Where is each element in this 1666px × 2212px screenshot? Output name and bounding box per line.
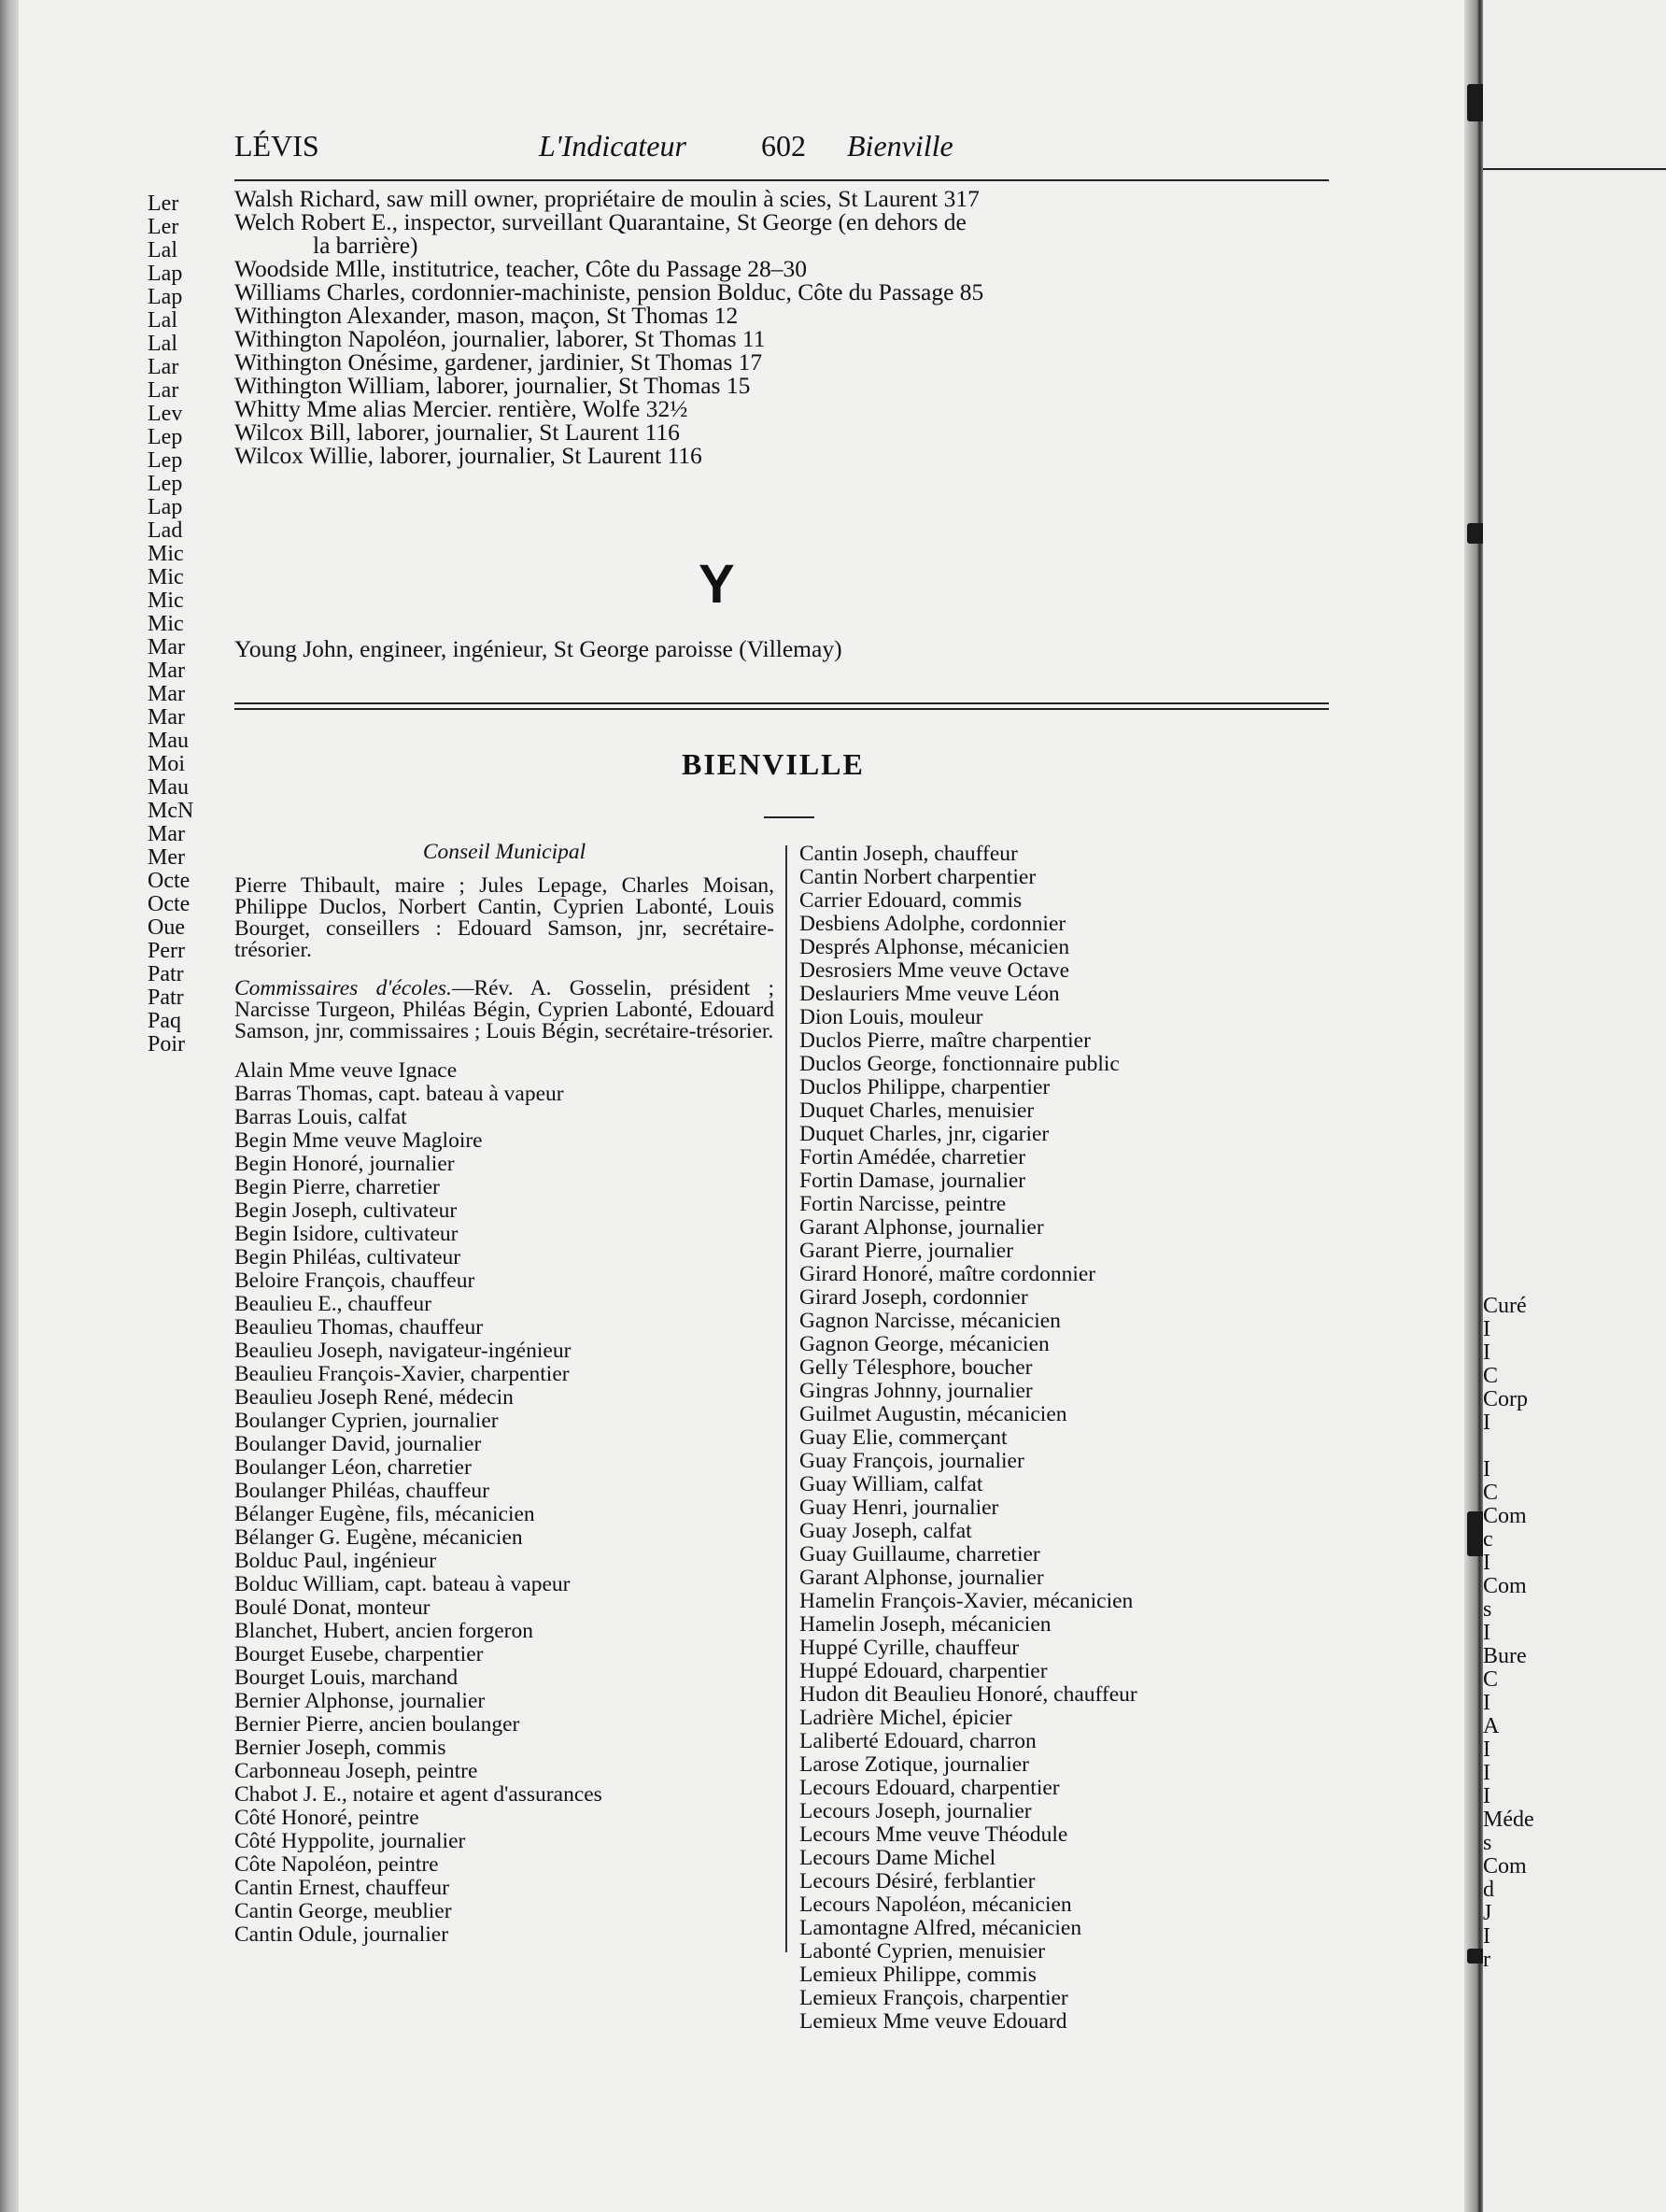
resident-entry: Cantin George, meublier	[234, 1899, 452, 1923]
resident-entry: Guay Joseph, calfat	[799, 1519, 972, 1543]
cut-off-fragment: Octe	[148, 892, 191, 916]
page-number: 602	[761, 129, 806, 163]
resident-entry: Fortin Damase, journalier	[799, 1169, 1026, 1193]
cut-off-fragment: I	[1483, 1691, 1490, 1715]
cut-off-fragment: Mar	[148, 635, 185, 659]
resident-entry: Guilmet Augustin, mécanicien	[799, 1402, 1067, 1426]
school-commission-text: —Rév. A. Gosselin, président ; Narcisse Turgeon, Philéas Bégin, Cyprien Labonté, Edouard Samson, jnr, commissaires ; Louis Bégin, secrétaire-trésorier.	[234, 976, 774, 1043]
directory-entry: Withington Napoléon, journalier, laborer, St Thomas 11	[234, 325, 766, 352]
directory-entry: Williams Charles, cordonnier-machiniste, pension Bolduc, Côte du Passage 85	[234, 278, 984, 305]
resident-entry: Huppé Edouard, charpentier	[799, 1659, 1048, 1683]
resident-entry: Begin Mme veuve Magloire	[234, 1128, 483, 1153]
resident-entry: Cantin Ernest, chauffeur	[234, 1876, 449, 1900]
resident-entry: Lecours Désiré, ferblantier	[799, 1869, 1036, 1893]
resident-entry: Garant Alphonse, journalier	[799, 1215, 1044, 1240]
cut-off-fragment: I	[1483, 1784, 1490, 1808]
resident-entry: Guay Elie, commerçant	[799, 1425, 1008, 1450]
resident-entry: Ladrière Michel, épicier	[799, 1706, 1012, 1730]
resident-entry: Guay François, journalier	[799, 1449, 1024, 1473]
resident-entry: Blanchet, Hubert, ancien forgeron	[234, 1619, 533, 1643]
resident-entry: Fortin Amédée, charretier	[799, 1145, 1026, 1170]
resident-entry: Guay William, calfat	[799, 1472, 983, 1496]
resident-entry: Alain Mme veuve Ignace	[234, 1058, 458, 1083]
cut-off-fragment: Mau	[148, 775, 189, 800]
resident-entry: Duclos Pierre, maître charpentier	[799, 1028, 1091, 1053]
resident-entry: Côté Hyppolite, journalier	[234, 1829, 466, 1853]
school-commission-paragraph	[234, 978, 774, 1042]
cut-off-fragment: I	[1483, 1551, 1490, 1575]
cut-off-fragment: Lap	[148, 495, 183, 519]
resident-entry: Duquet Charles, menuisier	[799, 1099, 1035, 1123]
cut-off-fragment: J	[1483, 1901, 1492, 1925]
resident-entry: Bernier Joseph, commis	[234, 1736, 446, 1760]
resident-entry: Boulanger Philéas, chauffeur	[234, 1479, 489, 1503]
young-entry: Young John, engineer, ingénieur, St George paroisse (Villemay)	[234, 635, 842, 662]
resident-entry: Bourget Eusebe, charpentier	[234, 1642, 484, 1666]
cut-off-fragment: C	[1483, 1667, 1499, 1692]
cut-off-fragment: Corp	[1483, 1387, 1528, 1411]
cut-off-fragment: C	[1483, 1364, 1499, 1388]
resident-entry: Lecours Joseph, journalier	[799, 1799, 1032, 1823]
cut-off-fragment: c	[1483, 1527, 1493, 1552]
cut-off-fragment: I	[1483, 1340, 1490, 1365]
cut-off-fragment: Lap	[148, 262, 183, 286]
resident-entry: Lemieux Mme veuve Edouard	[799, 2009, 1067, 2034]
cut-off-fragment: Poir	[148, 1032, 186, 1056]
resident-entry: Duclos Philippe, charpentier	[799, 1075, 1051, 1099]
cut-off-fragment: Com	[1483, 1504, 1527, 1528]
resident-entry: Lecours Napoléon, mécanicien	[799, 1893, 1072, 1917]
cut-off-fragment: I	[1483, 1924, 1490, 1949]
cut-off-fragment: Ler	[148, 215, 179, 239]
cut-off-fragment: s	[1483, 1597, 1492, 1622]
directory-entry: Withington William, laborer, journalier, St Thomas 15	[234, 372, 751, 399]
cut-off-fragment: Octe	[148, 869, 191, 893]
resident-entry: Beaulieu Thomas, chauffeur	[234, 1315, 484, 1340]
resident-entry: Côté Honoré, peintre	[234, 1806, 419, 1830]
resident-entry: Larose Zotique, journalier	[799, 1752, 1030, 1777]
directory-entry: Withington Alexander, mason, maçon, St Thomas 12	[234, 302, 739, 329]
resident-entry: Barras Louis, calfat	[234, 1105, 407, 1129]
cut-off-fragment: I	[1483, 1621, 1490, 1645]
resident-entry: Bernier Alphonse, journalier	[234, 1689, 486, 1713]
cut-off-fragment: Lep	[148, 448, 183, 473]
resident-entry: Beloire François, chauffeur	[234, 1269, 475, 1293]
resident-entry: Barras Thomas, capt. bateau à vapeur	[234, 1082, 564, 1106]
resident-entry: Beaulieu E., chauffeur	[234, 1292, 431, 1316]
cut-off-fragment: A	[1483, 1714, 1500, 1738]
directory-entry: la barrière)	[313, 232, 418, 259]
resident-entry: Girard Honoré, maître cordonnier	[799, 1262, 1096, 1286]
cut-off-fragment: I	[1483, 1737, 1490, 1762]
cut-off-fragment: I	[1483, 1317, 1490, 1341]
resident-entry: Beaulieu Joseph René, médecin	[234, 1385, 514, 1410]
cut-off-fragment: I	[1483, 1761, 1490, 1785]
cut-off-fragment: Lap	[148, 285, 183, 309]
section-title: BIENVILLE	[682, 747, 865, 781]
directory-entry: Woodside Mlle, institutrice, teacher, Côte du Passage 28–30	[234, 255, 808, 282]
cut-off-fragment: Méde	[1483, 1808, 1534, 1832]
cut-off-fragment: Lal	[148, 308, 177, 333]
resident-entry: Huppé Cyrille, chauffeur	[799, 1636, 1020, 1660]
header-title: L'Indicateur	[539, 129, 686, 163]
directory-entry: Whitty Mme alias Mercier. rentière, Wolfe 32½	[234, 395, 688, 422]
resident-entry: Beaulieu François-Xavier, charpentier	[234, 1362, 570, 1386]
cut-off-fragment: Mau	[148, 729, 189, 753]
resident-entry: Hamelin Joseph, mécanicien	[799, 1612, 1052, 1637]
directory-entry: Wilcox Willie, laborer, journalier, St Laurent 116	[234, 442, 702, 469]
directory-entry: Withington Onésime, gardener, jardinier, St Thomas 17	[234, 348, 763, 376]
resident-entry: Gagnon George, mécanicien	[799, 1332, 1050, 1356]
resident-entry: Guay Henri, journalier	[799, 1496, 999, 1520]
resident-entry: Bélanger Eugène, fils, mécanicien	[234, 1502, 535, 1526]
resident-entry: Gingras Johnny, journalier	[799, 1379, 1033, 1403]
resident-entry: Cantin Odule, journalier	[234, 1922, 449, 1947]
cut-off-fragment: Com	[1483, 1574, 1527, 1598]
header-section: Bienville	[847, 129, 953, 163]
resident-entry: Lecours Edouard, charpentier	[799, 1776, 1060, 1800]
w-entries-list	[234, 187, 1329, 467]
resident-entry: Côte Napoléon, peintre	[234, 1852, 439, 1877]
resident-entry: Bourget Louis, marchand	[234, 1666, 459, 1690]
header-rule	[234, 179, 1329, 181]
resident-entry: Lamontagne Alfred, mécanicien	[799, 1916, 1082, 1940]
cut-off-fragment: Patr	[148, 962, 184, 986]
resident-entry: Lemieux Philippe, commis	[799, 1963, 1037, 1987]
cut-off-fragment: Mar	[148, 705, 185, 730]
resident-entry: Begin Honoré, journalier	[234, 1152, 455, 1176]
cut-off-fragment: Mar	[148, 659, 185, 683]
resident-entry: Lecours Dame Michel	[799, 1846, 996, 1870]
cut-off-fragment: I	[1483, 1411, 1490, 1435]
resident-entry: Gagnon Narcisse, mécanicien	[799, 1309, 1061, 1333]
council-paragraph: Pierre Thibault, maire ; Jules Lepage, Charles Moisan, Philippe Duclos, Norbert Cantin, Cyprien Labonté, Louis Bourget, conseillers : Edouard Samson, jnr, secrétaire-trésorier.	[234, 873, 774, 962]
cut-off-fragment: Oue	[148, 915, 185, 940]
resident-entry: Garant Pierre, journalier	[799, 1239, 1014, 1263]
resident-entry: Boulanger Léon, charretier	[234, 1455, 472, 1480]
cut-off-fragment: Lad	[148, 518, 183, 543]
cut-off-fragment: Perr	[148, 939, 185, 963]
resident-entry: Desrosiers Mme veuve Octave	[799, 958, 1070, 983]
left-column	[234, 841, 774, 1947]
cut-off-fragment: Ler	[148, 191, 179, 216]
directory-entry: Welch Robert E., inspector, surveillant Quarantaine, St George (en dehors de	[234, 208, 967, 235]
resident-entry: Duquet Charles, jnr, cigarier	[799, 1122, 1050, 1146]
resident-entry: Cantin Norbert charpentier	[799, 865, 1037, 889]
cut-off-fragment: Mar	[148, 822, 185, 846]
cut-off-fragment: Com	[1483, 1854, 1527, 1879]
resident-entry: Gelly Télesphore, boucher	[799, 1355, 1033, 1380]
resident-entry: Duclos George, fonctionnaire public	[799, 1052, 1120, 1076]
cut-off-fragment: Lep	[148, 472, 183, 496]
resident-entry: Begin Isidore, cultivateur	[234, 1222, 459, 1246]
directory-entry: Wilcox Bill, laborer, journalier, St Laurent 116	[234, 418, 680, 446]
cut-off-fragment: Paq	[148, 1009, 181, 1033]
cut-off-fragment: Mer	[148, 845, 185, 870]
resident-entry: Fortin Narcisse, peintre	[799, 1192, 1007, 1216]
cut-off-fragment: Mic	[148, 588, 184, 613]
resident-entry: Dion Louis, mouleur	[799, 1005, 983, 1029]
cut-off-fragment: Lal	[148, 332, 177, 356]
right-residents-list	[799, 843, 1322, 2034]
resident-entry: Carrier Edouard, commis	[799, 888, 1023, 913]
right-page-header-rule	[1483, 168, 1666, 170]
resident-entry: Hudon dit Beaulieu Honoré, chauffeur	[799, 1682, 1137, 1707]
cut-off-fragment: Lar	[148, 378, 179, 403]
resident-entry: Lecours Mme veuve Théodule	[799, 1822, 1068, 1847]
resident-entry: Carbonneau Joseph, peintre	[234, 1759, 478, 1783]
resident-entry: Begin Philéas, cultivateur	[234, 1245, 461, 1269]
cut-off-fragment: Mic	[148, 565, 184, 589]
directory-entry: Walsh Richard, saw mill owner, propriétaire de moulin à scies, St Laurent 317	[234, 185, 980, 212]
resident-entry: Guay Guillaume, charretier	[799, 1542, 1040, 1567]
resident-entry: Cantin Joseph, chauffeur	[799, 842, 1018, 866]
resident-entry: Garant Alphonse, journalier	[799, 1566, 1044, 1590]
resident-entry: Després Alphonse, mécanicien	[799, 935, 1070, 959]
resident-entry: Deslauriers Mme veuve Léon	[799, 982, 1060, 1006]
cut-off-fragment: Curé	[1483, 1294, 1527, 1318]
resident-entry: Laliberté Edouard, charron	[799, 1729, 1037, 1753]
cut-off-fragment: Lar	[148, 355, 179, 379]
cut-off-fragment: Mar	[148, 682, 185, 706]
cut-off-fragment: Patr	[148, 985, 184, 1010]
cut-off-fragment: McN	[148, 799, 194, 823]
resident-entry: Bélanger G. Eugène, mécanicien	[234, 1525, 523, 1550]
cut-off-fragment: Bure	[1483, 1644, 1527, 1668]
cut-off-fragment: Moi	[148, 752, 186, 776]
cut-off-fragment: C	[1483, 1481, 1499, 1505]
cut-off-fragment: Mic	[148, 542, 184, 566]
resident-entry: Boulé Donat, monteur	[234, 1595, 431, 1620]
resident-entry: Bolduc William, capt. bateau à vapeur	[234, 1572, 571, 1596]
resident-entry: Lemieux François, charpentier	[799, 1986, 1068, 2010]
resident-entry: Bolduc Paul, ingénieur	[234, 1549, 437, 1573]
resident-entry: Girard Joseph, cordonnier	[799, 1285, 1028, 1310]
cut-off-fragment: Lep	[148, 425, 183, 449]
title-dash	[764, 816, 814, 818]
left-residents-list	[234, 1059, 774, 1947]
cut-off-fragment: Lal	[148, 238, 177, 262]
resident-entry: Boulanger David, journalier	[234, 1432, 482, 1456]
section-rule-bottom	[234, 708, 1329, 710]
council-heading: Conseil Municipal	[422, 840, 586, 864]
cut-off-fragment: r	[1483, 1948, 1490, 1972]
letter-heading: Y	[699, 554, 735, 615]
cut-off-fragment: Mic	[148, 612, 184, 636]
resident-entry: Labonté Cyprien, menuisier	[799, 1939, 1045, 1964]
section-rule-top	[234, 702, 1329, 704]
cut-off-fragment: d	[1483, 1878, 1494, 1902]
resident-entry: Beaulieu Joseph, navigateur-ingénieur	[234, 1339, 572, 1363]
running-header	[234, 129, 1329, 176]
cut-off-fragment: I	[1483, 1457, 1490, 1482]
resident-entry: Desbiens Adolphe, cordonnier	[799, 912, 1066, 936]
cut-off-fragment: s	[1483, 1831, 1492, 1855]
resident-entry: Chabot J. E., notaire et agent d'assurances	[234, 1782, 602, 1807]
column-divider	[785, 845, 787, 1952]
resident-entry: Begin Joseph, cultivateur	[234, 1198, 458, 1223]
header-city: LÉVIS	[234, 129, 319, 163]
resident-entry: Boulanger Cyprien, journalier	[234, 1409, 499, 1433]
school-commission-label: Commissaires d'écoles.	[234, 976, 452, 1000]
cut-off-fragment: Lev	[148, 402, 183, 426]
resident-entry: Bernier Pierre, ancien boulanger	[234, 1712, 520, 1737]
resident-entry: Hamelin François-Xavier, mécanicien	[799, 1589, 1134, 1613]
resident-entry: Begin Pierre, charretier	[234, 1175, 440, 1199]
